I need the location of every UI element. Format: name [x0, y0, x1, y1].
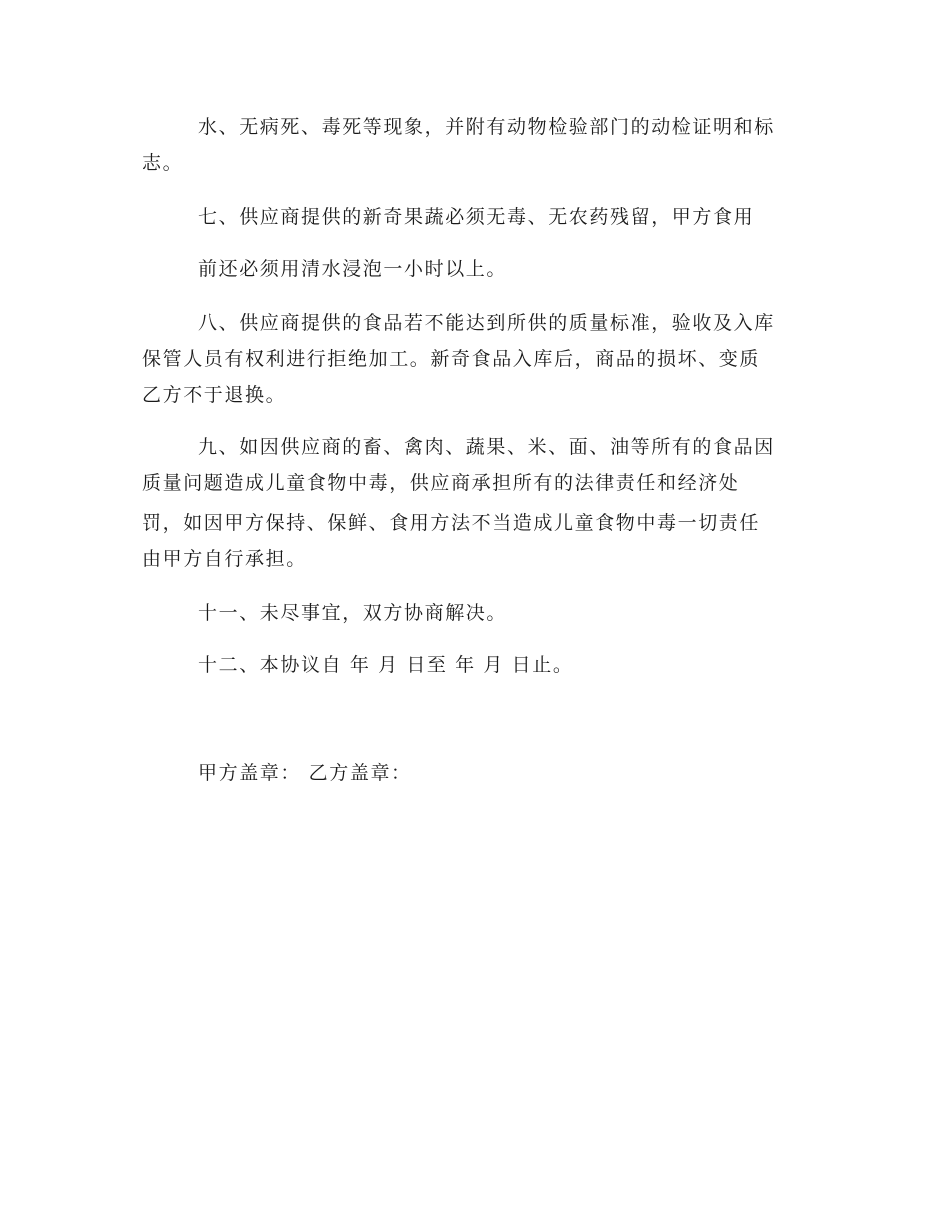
clause-7-line: 七、供应商提供的新奇果蔬必须无毒、无农药残留，甲方食用 — [198, 206, 755, 228]
clause-11-line: 十一、未尽事宜，双方协商解决。 — [198, 602, 508, 624]
clause-8-line: 八、供应商提供的食品若不能达到所供的质量标准，验收及入库 — [198, 312, 775, 334]
paragraph-line: 水、无病死、毒死等现象，并附有动物检验部门的动检证明和标 — [198, 116, 775, 138]
signature-line: 甲方盖章： 乙方盖章： — [198, 762, 412, 784]
clause-7-line: 前还必须用清水浸泡一小时以上。 — [198, 258, 508, 280]
clause-9-line: 由甲方自行承担。 — [142, 548, 307, 570]
clause-8-line: 保管人员有权利进行拒绝加工。新奇食品入库后，商品的损坏、变质 — [142, 348, 761, 370]
clause-8-line: 乙方不于退换。 — [142, 384, 287, 406]
clause-9-line: 九、如因供应商的畜、禽肉、蔬果、米、面、油等所有的食品因 — [198, 436, 775, 458]
clause-9-line: 质量问题造成儿童食物中毒，供应商承担所有的法律责任和经济处 — [142, 472, 740, 494]
paragraph-line: 志。 — [142, 152, 184, 174]
clause-12-line: 十二、本协议自 年 月 日至 年 月 日止。 — [198, 654, 574, 676]
clause-9-line: 罚，如因甲方保持、保鲜、食用方法不当造成儿童食物中毒一切责任 — [142, 512, 761, 534]
